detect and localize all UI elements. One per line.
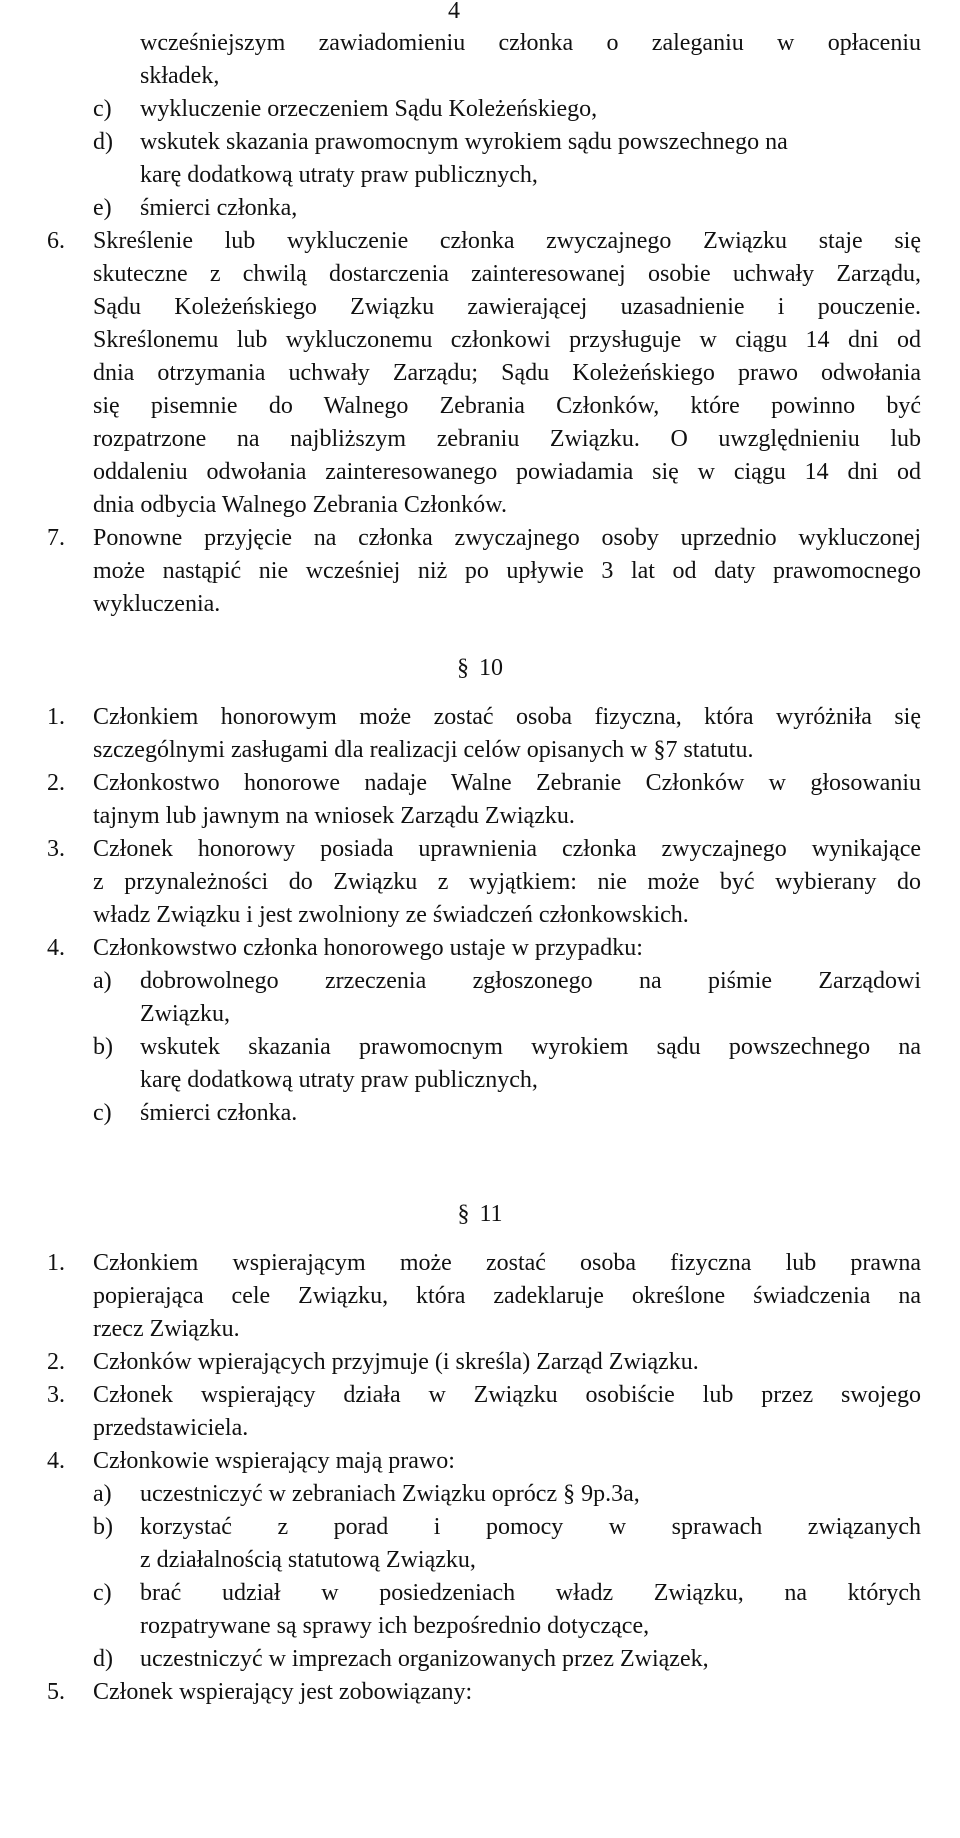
list-item-c — [0, 1097, 921, 1130]
text-line: rozpatrzone na najbliższym zebraniu Związku. O uwzględnieniu lub — [93, 426, 921, 452]
text-line: oddaleniu odwołania zainteresowanego powiadamia się w ciągu 14 dni od — [93, 459, 921, 485]
list-item-d — [0, 1643, 921, 1676]
list-marker: 2. — [47, 1349, 65, 1375]
text-line: Skreślenie lub wykluczenie członka zwyczajnego Związku staje się — [93, 228, 921, 254]
text-line: uczestniczyć w imprezach organizowanych przez Związek, — [140, 1646, 709, 1672]
text-line: tajnym lub jawnym na wniosek Zarządu Związku. — [93, 803, 575, 829]
text-line: Skreślonemu lub wykluczonemu członkowi przysługuje w ciągu 14 dni od — [93, 327, 921, 353]
list-marker: 3. — [47, 836, 65, 862]
list-marker: c) — [93, 96, 112, 122]
text-line: Członków wpierających przyjmuje (i skreśla) Zarząd Związku. — [93, 1349, 699, 1375]
text-line: władz Związku i jest zwolniony ze świadczeń członkowskich. — [93, 902, 689, 928]
list-marker: 6. — [47, 228, 65, 254]
numbered-item-6 — [0, 225, 921, 522]
list-marker: a) — [93, 1481, 112, 1507]
text-line: dnia otrzymania uchwały Zarządu; Sądu Koleżeńskiego prawo odwołania — [93, 360, 921, 386]
text-line: popierająca cele Związku, która zadeklaruje określone świadczenia na — [93, 1283, 921, 1309]
text-line: śmierci członka. — [140, 1100, 298, 1126]
list-item-e — [0, 192, 921, 225]
list-marker: 5. — [47, 1679, 65, 1705]
list-marker: 7. — [47, 525, 65, 551]
list-marker: 1. — [47, 704, 65, 730]
list-marker: 4. — [47, 935, 65, 961]
section-number: 11 — [479, 1201, 503, 1227]
list-marker: 1. — [47, 1250, 65, 1276]
text-line: z działalnością statutową Związku, — [140, 1547, 476, 1573]
text-line: wykluczenie orzeczeniem Sądu Koleżeńskiego, — [140, 96, 598, 122]
text-line: szczególnymi zasługami dla realizacji celów opisanych w §7 statutu. — [93, 737, 754, 763]
text-line: karę dodatkową utraty praw publicznych, — [140, 1067, 538, 1093]
numbered-item-2 — [0, 767, 921, 833]
text-line: może nastąpić nie wcześniej niż po upływie 3 lat od daty prawomocnego — [93, 558, 921, 584]
numbered-item-4 — [0, 1445, 921, 1478]
text-line: Członek honorowy posiada uprawnienia członka zwyczajnego wynikające — [93, 836, 921, 862]
text-line: Sądu Koleżeńskiego Związku zawierającej uzasadnienie i pouczenie. — [93, 294, 921, 320]
text-line: korzystać z porad i pomocy w sprawach związanych — [140, 1514, 921, 1540]
text-line: karę dodatkową utraty praw publicznych, — [140, 162, 538, 188]
text-line: składek, — [140, 63, 220, 89]
text-line: śmierci członka, — [140, 195, 298, 221]
text-line: dnia odbycia Walnego Zebrania Członków. — [93, 492, 507, 518]
numbered-item-2 — [0, 1346, 921, 1379]
section-number: 10 — [479, 655, 503, 681]
list-item-b — [0, 1031, 921, 1097]
numbered-item-4 — [0, 932, 921, 965]
document-body — [0, 27, 960, 1709]
list-marker: a) — [93, 968, 112, 994]
text-line: wskutek skazania prawomocnym wyrokiem sądu powszechnego na — [140, 129, 788, 155]
list-marker: 4. — [47, 1448, 65, 1474]
list-item-a — [0, 1478, 921, 1511]
text-line: dobrowolnego zrzeczenia zgłoszonego na piśmie Zarządowi — [140, 968, 921, 994]
list-marker: e) — [93, 195, 112, 221]
list-marker: d) — [93, 1646, 113, 1672]
text-line: Członek wspierający działa w Związku osobiście lub przez swojego — [93, 1382, 921, 1408]
section-heading-11 — [0, 1192, 960, 1237]
text-line: wcześniejszym zawiadomieniu członka o zaleganiu w opłaceniu — [140, 30, 921, 56]
text-line: uczestniczyć w zebraniach Związku oprócz § 9p.3a, — [140, 1481, 640, 1507]
list-marker: b) — [93, 1034, 113, 1060]
section-symbol: § — [457, 1201, 470, 1227]
text-line: skuteczne z chwilą dostarczenia zainteresowanej osobie uchwały Zarządu, — [93, 261, 921, 287]
text-line: Członkowstwo członka honorowego ustaje w przypadku: — [93, 935, 643, 961]
list-marker: d) — [93, 129, 113, 155]
text-line: z przynależności do Związku z wyjątkiem: nie może być wybierany do — [93, 869, 921, 895]
text-line: Członkiem honorowym może zostać osoba fizyczna, która wyróżniła się — [93, 704, 921, 730]
text-line: Członkiem wspierającym może zostać osoba fizyczna lub prawna — [93, 1250, 921, 1276]
list-marker: b) — [93, 1514, 113, 1540]
list-marker: 2. — [47, 770, 65, 796]
text-line: brać udział w posiedzeniach władz Związku, na których — [140, 1580, 921, 1606]
list-item-a — [0, 965, 921, 1031]
text-line: Członkowie wspierający mają prawo: — [93, 1448, 455, 1474]
text-line: przedstawiciela. — [93, 1415, 249, 1441]
text-line: rzecz Związku. — [93, 1316, 240, 1342]
list-item-d — [0, 126, 921, 192]
list-marker: 3. — [47, 1382, 65, 1408]
section-symbol: § — [457, 655, 469, 681]
text-line: Członek wspierający jest zobowiązany: — [93, 1679, 473, 1705]
text-line: wskutek skazania prawomocnym wyrokiem sądu powszechnego na — [140, 1034, 921, 1060]
list-marker: c) — [93, 1580, 112, 1606]
numbered-item-7 — [0, 522, 921, 621]
text-line: wykluczenia. — [93, 591, 221, 617]
numbered-item-5 — [0, 1676, 921, 1709]
numbered-item-3 — [0, 833, 921, 932]
numbered-item-1 — [0, 1247, 921, 1346]
list-item-c — [0, 1577, 921, 1643]
section-heading-10 — [0, 646, 960, 691]
numbered-item-1 — [0, 701, 921, 767]
list-item-b — [0, 1511, 921, 1577]
text-line: Członkostwo honorowe nadaje Walne Zebranie Członków w głosowaniu — [93, 770, 921, 796]
text-line: Ponowne przyjęcie na członka zwyczajnego osoby uprzednio wykluczonej — [93, 525, 921, 551]
list-item-c — [0, 93, 921, 126]
text-line: rozpatrywane są sprawy ich bezpośrednio dotyczące, — [140, 1613, 650, 1639]
text-line: Związku, — [140, 1001, 230, 1027]
list-marker: c) — [93, 1100, 112, 1126]
numbered-item-3 — [0, 1379, 921, 1445]
continuation-paragraph — [0, 27, 921, 93]
text-line: się pisemnie do Walnego Zebrania Członków, które powinno być — [93, 393, 921, 419]
page-number: 4 — [448, 0, 460, 24]
